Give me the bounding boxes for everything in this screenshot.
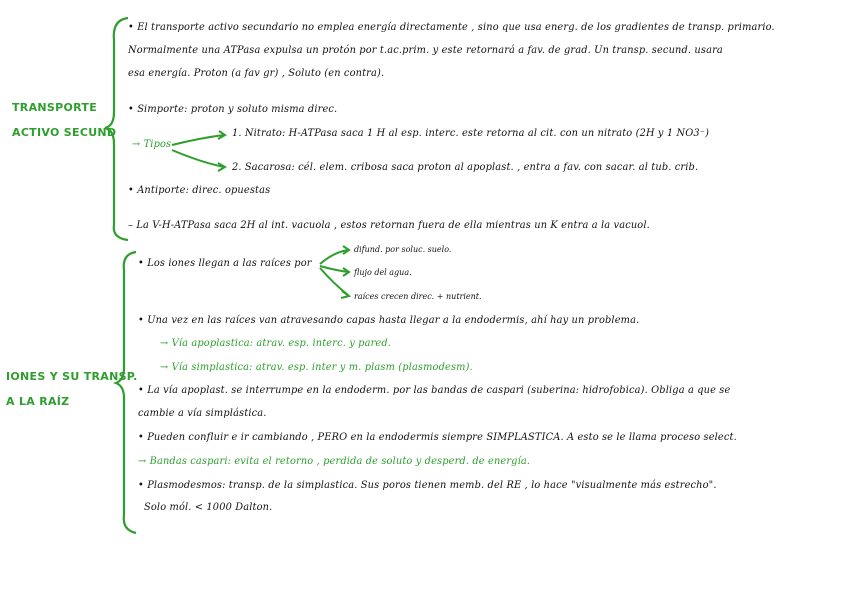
note-line: • La vía apoplast. se interrumpe en la endoderm. por las bandas de caspari (suberina: hidrofobica). Obliga a que se [138, 385, 731, 396]
note-line: • Antiporte: direc. opuestas [128, 185, 271, 196]
note-line-via-apoplastica: → Vía apoplastica: atrav. esp. interc. y pared. [160, 338, 392, 349]
note-line: • El transporte activo secundario no emplea energía directamente , sino que usa energ. de los gradientes de transp. primario. [128, 22, 775, 33]
note-line: • Plasmodesmos: transp. de la simplastica. Sus poros tienen memb. del RE , lo hace "visualmente más estrecho". [138, 480, 717, 491]
section-bracket-iones [116, 252, 136, 533]
note-line-tipos: → Tipos [132, 139, 172, 150]
section-title-transporte-2: ACTIVO SECUND [12, 126, 117, 139]
note-line: 2. Sacarosa: cél. elem. cribosa saca proton al apoplast. , entra a fav. con sacar. al tub. crib. [232, 162, 699, 173]
note-line-bandas-caspari: → Bandas caspari: evita el retorno , perdida de soluto y desperd. de energía. [138, 456, 531, 467]
note-subitem: flujo del agua. [354, 268, 412, 277]
note-line: • Los iones llegan a las raíces por [138, 258, 312, 269]
note-line: – La V-H-ATPasa saca 2H al int. vacuola , estos retornan fuera de ella mientras un K entra a la vacuol. [128, 220, 650, 231]
note-subitem: raíces crecen direc. + nutrient. [354, 292, 482, 301]
note-line: • Pueden confluir e ir cambiando , PERO en la endodermis siempre SIMPLASTICA. A esto se le llama proceso select. [138, 432, 737, 443]
arrow-tipos-sacarosa [172, 150, 224, 167]
note-line: 1. Nitrato: H-ATPasa saca 1 H al esp. interc. este retorna al cit. con un nitrato (2H y 1 NO3⁻) [232, 128, 710, 139]
section-title-iones-1: IONES Y SU TRANSP. [6, 370, 138, 383]
note-line-via-simplastica: → Vía simplastica: atrav. esp. inter y m. plasm (plasmodesm). [160, 362, 473, 373]
note-line: • Simporte: proton y soluto misma direc. [128, 104, 338, 115]
note-line: • Una vez en las raíces van atravesando capas hasta llegar a la endodermis, ahí hay un problema. [138, 315, 640, 326]
section-title-transporte-1: TRANSPORTE [12, 101, 98, 114]
arrow-difund [320, 250, 348, 264]
note-line: esa energía. Proton (a fav gr) , Soluto (en contra). [128, 68, 385, 79]
note-line: Solo mól. < 1000 Dalton. [144, 502, 273, 513]
section-title-iones-2: A LA RAÍZ [6, 395, 70, 408]
note-subitem: difund. por soluc. suelo. [354, 245, 452, 254]
note-line: cambie a vía simplástica. [138, 408, 267, 419]
arrow-tipos-nitrato [172, 135, 224, 145]
note-line: Normalmente una ATPasa expulsa un protón por t.ac.prim. y este retornará a fav. de grad. Un transp. secund. usara [128, 45, 723, 56]
